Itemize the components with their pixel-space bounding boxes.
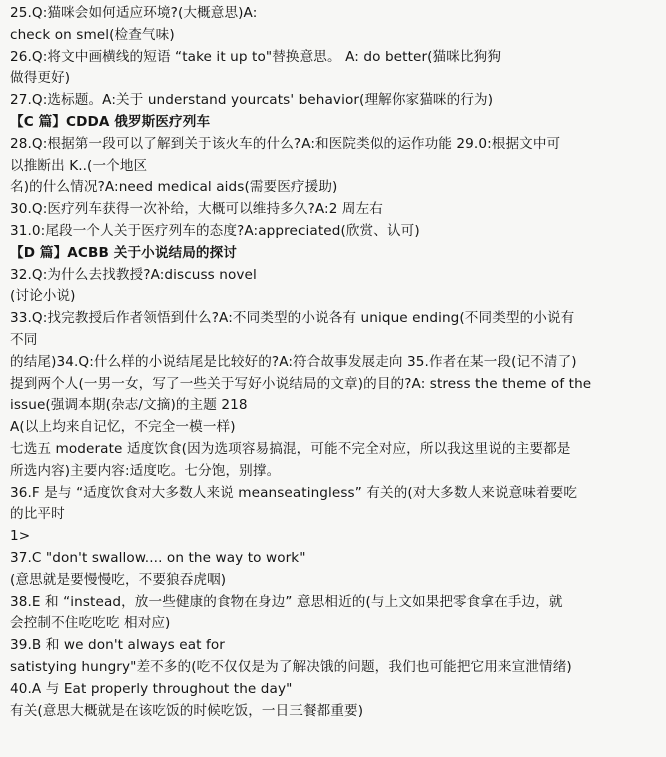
text-line: 25.Q:猫咪会如何适应环境?(大概意思)A: xyxy=(10,5,258,21)
text-line: A(以上均来自记忆，不完全一模一样) xyxy=(10,419,236,436)
text-line: 提到两个人(一男一女，写了一些关于写好小说结局的文章)的目的?A: stress the theme of the xyxy=(10,375,592,392)
text-line: 名)的什么情况?A:need medical aids(需要医疗援助) xyxy=(10,179,338,196)
text-line: 36.F 是与 “适度饮食对大多数人来说 meanseatingless” 有关的(对大多数人来说意味着要吃 xyxy=(10,484,578,501)
text-line: satistying hungry"差不多的(吃不仅仅是为了解决饿的问题，我们也可能把它用来宣泄情绪) xyxy=(10,658,572,675)
text-line: 30.Q:医疗列车获得一次补给，大概可以维持多久?A:2 周左右 xyxy=(10,201,383,218)
section-heading-c: 【C 篇】CDDA 俄罗斯医疗列车 xyxy=(10,113,211,130)
text-line: 以推断出 K..(一个地区 xyxy=(10,157,148,174)
text-line: (讨论小说) xyxy=(10,288,76,305)
text-line: 做得更好) xyxy=(10,70,71,87)
text-line: 26.Q:将文中画横线的短语 “take it up to"替换意思。 A: do better(猫咪比狗狗 xyxy=(10,48,502,65)
text-line: 所选内容)主要内容:适度吃。七分饱，别撑。 xyxy=(10,462,281,479)
text-line: 31.0:尾段一个人关于医疗列车的态度?A:appreciated(欣赏、认可) xyxy=(10,222,420,239)
text-line: 40.A 与 Eat properly throughout the day" xyxy=(10,680,293,697)
text-line: 不同 xyxy=(10,331,38,348)
text-line: 的比平时 xyxy=(10,506,65,523)
section-heading-d: 【D 篇】ACBB 关于小说结局的探讨 xyxy=(10,244,237,261)
text-line: 38.E 和 “instead，放一些健康的食物在身边” 意思相近的(与上文如果把零食拿在手边，就 xyxy=(10,593,563,610)
text-line: 39.B 和 we don't always eat for xyxy=(10,637,225,654)
text-line: (意思就是要慢慢吃，不要狼吞虎咽) xyxy=(10,571,227,588)
text-line: check on smel(检查气味) xyxy=(10,26,175,43)
text-line: 32.Q:为什么去找教授?A:discuss novel xyxy=(10,266,257,283)
section-heading-seven-choose-five: 七选五 moderate 适度饮食(因为选项容易搞混，可能不完全对应，所以我这里说的主要都是 xyxy=(10,440,571,457)
text-line: 有关(意思大概就是在该吃饭的时候吃饭，一日三餐都重要) xyxy=(10,702,364,719)
text-line: 1> xyxy=(10,528,31,545)
text-line: 28.Q:根据第一段可以了解到关于该火车的什么?A:和医院类似的运作功能 29.0:根据文中可 xyxy=(10,135,561,152)
text-line: 33.Q:找完教授后作者领悟到什么?A:不同类型的小说各有 unique ending(不同类型的小说有 xyxy=(10,310,575,327)
text-line: 37.C "don't swallow.... on the way to work" xyxy=(10,549,306,566)
text-line: 27.Q:选标题。A:关于 understand yourcats' behavior(理解你家猫咪的行为) xyxy=(10,92,494,109)
text-line: issue(强调本期(杂志/文摘)的主题 218 xyxy=(10,397,248,414)
text-line: 会控制不住吃吃吃 相对应) xyxy=(10,615,171,632)
text-line: 的结尾)34.Q:什么样的小说结尾是比较好的?A:符合故事发展走向 35.作者在某一段(记不清了) xyxy=(10,353,577,370)
